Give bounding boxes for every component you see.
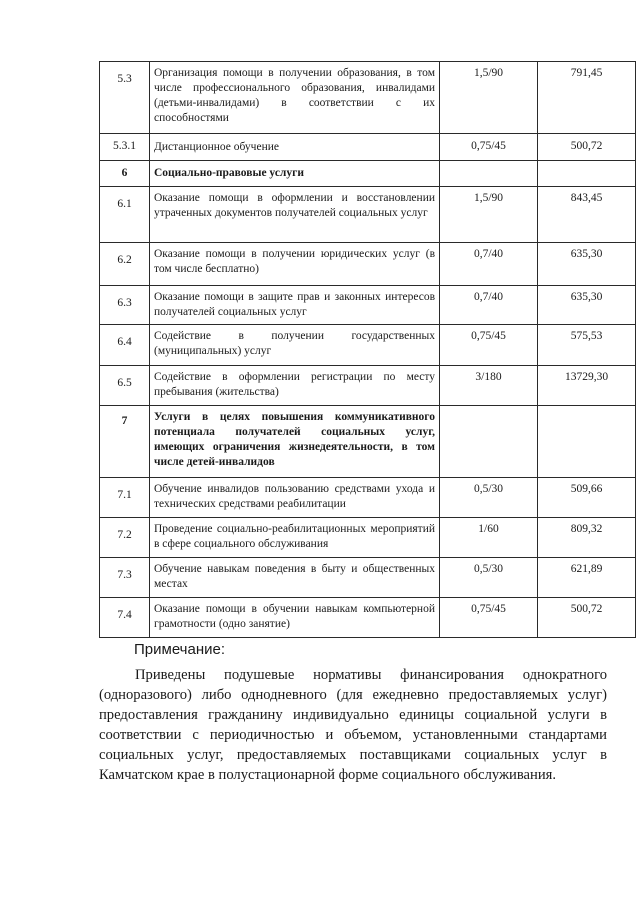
- section-number: 7: [100, 406, 150, 478]
- table-row: [100, 243, 636, 286]
- row-number: 7.4: [100, 598, 150, 638]
- section-title: Социально-правовые услуги: [150, 161, 440, 187]
- row-number: 6.1: [100, 187, 150, 243]
- row-number: 6.4: [100, 325, 150, 366]
- row-number: 7.1: [100, 478, 150, 518]
- table-row: [100, 598, 636, 638]
- services-table: [99, 61, 636, 638]
- service-description: Оказание помощи в обучении навыкам компьютерной грамотности (одно занятие): [150, 598, 440, 638]
- row-number: 6.5: [100, 366, 150, 406]
- table-row: [100, 134, 636, 161]
- time-norm: 0,75/45: [440, 325, 538, 366]
- time-norm: 3/180: [440, 366, 538, 406]
- cost-value: 809,32: [538, 518, 636, 558]
- time-norm: [440, 406, 538, 478]
- row-number: 6.3: [100, 286, 150, 325]
- time-norm: 0,5/30: [440, 478, 538, 518]
- table-row: [100, 286, 636, 325]
- service-description: Дистанционное обучение: [150, 134, 440, 161]
- cost-value: [538, 161, 636, 187]
- note-title: Примечание:: [134, 641, 225, 658]
- service-description: Организация помощи в получении образования, в том числе профессионального образования, инвалидами (детьми-инвалидами) в соответствии с их способностями: [150, 62, 440, 134]
- cost-value: 635,30: [538, 243, 636, 286]
- cost-value: [538, 406, 636, 478]
- time-norm: [440, 161, 538, 187]
- time-norm: 0,7/40: [440, 243, 538, 286]
- table-row: [100, 478, 636, 518]
- time-norm: 0,7/40: [440, 286, 538, 325]
- row-number: 5.3: [100, 62, 150, 134]
- table-row: [100, 187, 636, 243]
- section-number: 6: [100, 161, 150, 187]
- cost-value: 635,30: [538, 286, 636, 325]
- service-description: Оказание помощи в защите прав и законных интересов получателей социальных услуг: [150, 286, 440, 325]
- cost-value: 500,72: [538, 598, 636, 638]
- table-row: [100, 62, 636, 134]
- time-norm: 0,75/45: [440, 134, 538, 161]
- service-description: Проведение социально-реабилитационных мероприятий в сфере социального обслуживания: [150, 518, 440, 558]
- service-description: Оказание помощи в оформлении и восстановлении утраченных документов получателей социальных услуг: [150, 187, 440, 243]
- table-row: [100, 325, 636, 366]
- time-norm: 1,5/90: [440, 187, 538, 243]
- row-number: 7.2: [100, 518, 150, 558]
- service-description: Оказание помощи в получении юридических услуг (в том числе бесплатно): [150, 243, 440, 286]
- table-row: [100, 366, 636, 406]
- cost-value: 791,45: [538, 62, 636, 134]
- time-norm: 0,75/45: [440, 598, 538, 638]
- note-body: Приведены подушевые нормативы финансирования однократного (одноразового) либо однодневного (для ежедневно предоставляемых услуг) предоставления гражданину индивидуально единицы социальной услуги в соответствии с периодичностью и объемом, установленными стандартами социальных услуг, предоставляемых поставщиками социальных услуг в Камчатском крае в полустационарной форме социального обслуживания.: [99, 667, 607, 783]
- time-norm: 0,5/30: [440, 558, 538, 598]
- table-row: [100, 518, 636, 558]
- row-number: 6.2: [100, 243, 150, 286]
- row-number: 7.3: [100, 558, 150, 598]
- service-description: Обучение навыкам поведения в быту и общественных местах: [150, 558, 440, 598]
- table-row: [100, 558, 636, 598]
- time-norm: 1/60: [440, 518, 538, 558]
- row-number: 5.3.1: [100, 134, 150, 161]
- service-description: Содействие в получении государственных (муниципальных) услуг: [150, 325, 440, 366]
- service-description: Содействие в оформлении регистрации по месту пребывания (жительства): [150, 366, 440, 406]
- cost-value: 843,45: [538, 187, 636, 243]
- section-row: [100, 161, 636, 187]
- cost-value: 575,53: [538, 325, 636, 366]
- cost-value: 509,66: [538, 478, 636, 518]
- cost-value: 13729,30: [538, 366, 636, 406]
- time-norm: 1,5/90: [440, 62, 538, 134]
- section-title: Услуги в целях повышения коммуникативного потенциала получателей социальных услуг, имеющих ограничения жизнедеятельности, в том числе детей-инвалидов: [150, 406, 440, 478]
- cost-value: 500,72: [538, 134, 636, 161]
- service-description: Обучение инвалидов пользованию средствами ухода и технических средствами реабилитации: [150, 478, 440, 518]
- cost-value: 621,89: [538, 558, 636, 598]
- section-row: [100, 406, 636, 478]
